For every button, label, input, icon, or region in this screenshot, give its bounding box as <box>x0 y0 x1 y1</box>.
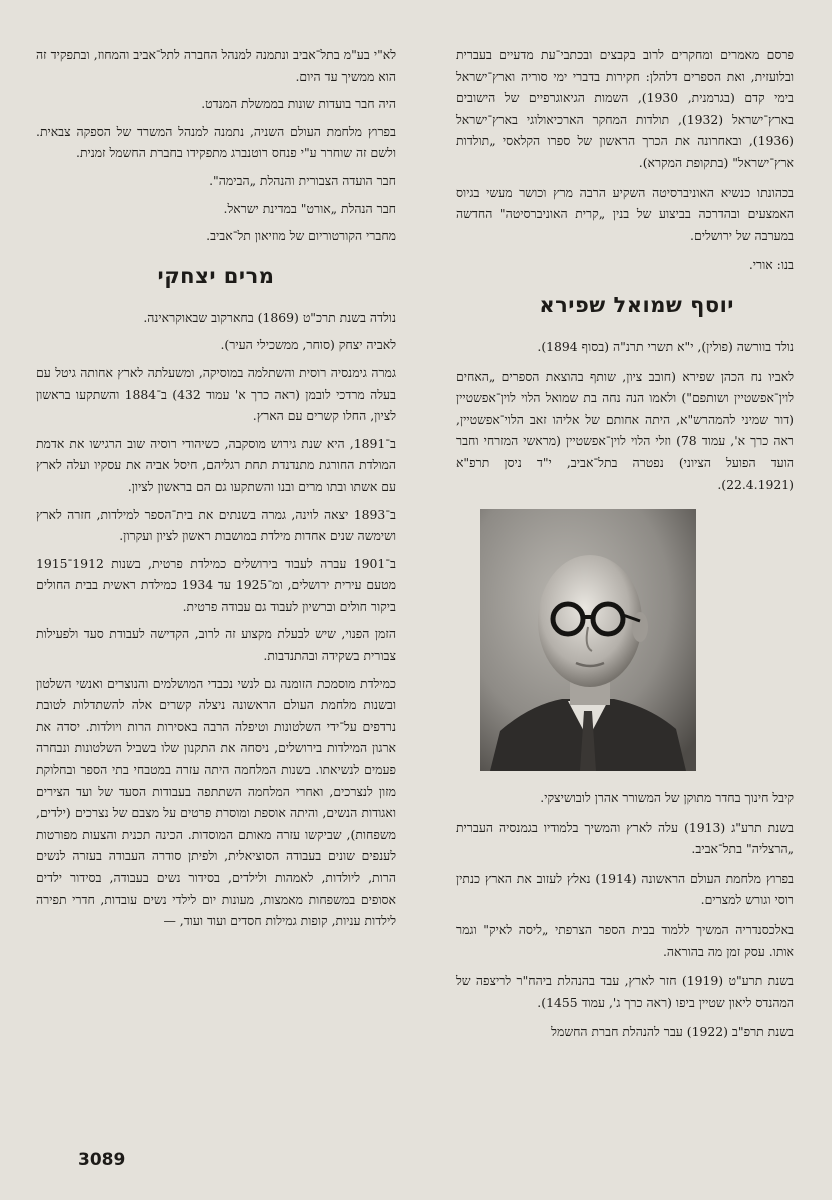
paragraph: חבר הנהלת „אורט" במדינת ישראל. <box>223 200 396 216</box>
paragraph: בנו: אורי. <box>748 257 794 273</box>
paragraph: גמרה גימנסיה רוסית והשתלמה במוסיקה, ומשעלתה לארץ אחותה גיטל עם בעלה מרדכי לובמן (ראה כרך א' עמוד 432) ב־1884 והשתקעו בראשון לציון, החלו קשרים עם הארץ. <box>36 364 396 424</box>
page-number: 3089 <box>78 1150 126 1170</box>
paragraph: לאביה יצחק (סוחר, ממשכילי העיר). <box>220 337 396 353</box>
paragraph: כמילדת מוסמכת הזומנה גם לנשי נכבדי המושלמים והנוצרים ואנשי השלטון ובשנות מלחמת העולם הראשונה ניצלה קשרים אלה להשתדלות לטובת נרדפים על־ידי השלטונות וטיפלה הרבה באסירות הרות ויולדות. יסדה את ארגון המילדות בירושלים, ניסחה את התקנון שלו בשביל השלטונות ונבחרה פעמים לנשיאתו. בשנות המלחמה היתה עזרה במטבחי בתי הספר ובחלוקת מזון לנצרכים, ואחרי המלחמה השתתפה בעבודות הסעד של ועד הצירים ואגודות הנשים, והיתה אוספת ומוסרת פרטים על מצבם של נצרכים (ילדים, משפחות), שביקשו עזרה מאותם המוסדות. הכינה תכנית והצעות מפורטות לענפים שונים בעבודה הסוציאלית, ולפיתן סודרה העבודה בעזרה לנשים הרות, ליולדות, לאמהות ולילדים, בסידור נשים בעבודה, בסידור ילדים אסופים במשפחות מאמצות, מעונות יום לילדי נשים עובדות, חדרי תפירה לילדות עניות, קופות גמילות חסדים ועוד ועוד, — <box>36 675 396 929</box>
paragraph: ב־1893 יצאה לוינה, גמרה בשנתים את בית־הספר למילדות, חזרה לארץ ושימשה שנים אחדות מילדת במושבות ראשון לציון ועקרון. <box>36 506 396 544</box>
section-heading-miriam-yitzhaki: מרים יצחקי <box>157 263 275 288</box>
paragraph: באלכסנדריה המשיך ללמוד בבית הספר הצרפתי „ליסה לאיק" וגמר אותו. עסק זמן מה בהוראה. <box>456 922 794 959</box>
paragraph: פרסם מאמרים ומחקרים לרוב בקבצים ובכתבי־עת מדעיים בעברית ובלועזית, ואת הספרים דלהלן: חקירות בדברי ימי סוריה וארץ־ישראל בימי קדם (בגרמנית, 1930), השמות הגיאוגרפיים של הישובים בארץ־ישראל (1932), תולדות המחקר הארכיאולוגי בארץ־ישראל (1936), ובאחרונה את הכרך הראשון של ספרו הקלאסי „תולדות ארץ־ישראל" (בתקופת המקרא). <box>456 47 794 170</box>
paragraph: חבר הועדה הצבורית והנהלת „הבימה". <box>209 172 396 188</box>
paragraph: בשנת תרפ"ב (1922) עבר להנהלת חברת החשמל <box>551 1024 794 1040</box>
paragraph: הזמן הפנוי, שיש לבעלת מקצוע זה לרוב, הקדישה לעבודת סעד ולפעילות צבורית בשקידה ובהתנדבות. <box>36 626 396 664</box>
paragraph: ב־1901 עברה לעבוד בירושלים כמילדת פרטית, בשנות 1912־1915 מטעם עירית ירושלים, ומ־1925 עד 1934 כמילדת ראשית בבית החולים ביקור חולים וברשיון לעבוד גם עבודה פרטית. <box>36 555 396 614</box>
section-heading-yosef-shmuel-shapira: יוסף שמואל שפירא <box>539 292 734 317</box>
portrait-photo <box>480 509 696 771</box>
paragraph: מחברי הקורטוריום של מוזיאון תל־אביב. <box>206 228 396 244</box>
paragraph: בפרוץ מלחמת העולם הראשונה (1914) נאלץ לעזוב את הארץ כנתין רוסי וגורש למצרים. <box>456 870 794 908</box>
paragraph: נולדה בשנת תרכ"ט (1869) בחארקוב שבאוקראינה. <box>143 309 396 325</box>
paragraph: היה חבר בועדות שונות בממשלת המנדט. <box>201 96 396 112</box>
paragraph: בשנת תרע"ט (1919) חזר לארץ, עבד בהנהלת ביהח"ר לריצפה של המהנדס ליאון שטיין ביפו (ראה כרך ג', עמוד 1455). <box>456 973 794 1010</box>
left-column <box>36 44 396 938</box>
paragraph: לא"י בע"מ בתל־אביב ונתמנה למנהל החברה לתל־אביב והמחוז, ובתפקיד זה הוא ממשיך עד היום. <box>36 47 396 84</box>
right-column <box>456 44 794 1051</box>
paragraph: נולד בוורשה (פולין), י"א תשרי תרנ"ה (בסוף 1894). <box>537 338 794 354</box>
paragraph: לאביו נח הכהן שפירא (חובב ציון, שותף בהוצאת הספרים „האחים לוין־אפשטיין ושותפם") ולאמו הנה נחה בת שמואל הלוי לוין־אפשטיין (דור שמיני להמהרש"א, היתה אחותם של אליהו זאב הלוי־אפשטיין, ראה כרך א', עמוד 78) וזלי הלוי לוין־אפשטיין (מראשי המזרחי וחבר הועד הפועל הציוני) נפטרה בתל־אביב, י"ד ניסן תרפ"א (22.4.1921). <box>456 368 795 492</box>
paragraph: בפרוץ מלחמת העולם השניה, נתמנה למנהל המשרד של הספקה צבאית. ולשם זה שוחרר ע"י פנחס רוטנברג מתפקידו בחברת החשמל זמנית. <box>36 123 396 161</box>
paragraph: בכהונתו כנשיא האוניברסיטה השקיע הרבה מרץ וכושר מעשי בגיוס האמצעים ובהדרכה בביצוע של בנין „קרית האוניברסיטה" החדשה במערבה של ירושלים. <box>456 184 794 243</box>
paragraph: ב־1891, היא שנת גירוש מוסקבה, כשיהודי רוסיה שוב הרגישו את אדמת המולדת החורגת מתנדנדת תחת רגליהם, חיסל אביה את עסקיו ועלה לארץ עם אשתו ובתו מרים ובנו והשתקעו גם הם בראשון לציון. <box>36 435 396 494</box>
paragraph: בשנת תרע"ג (1913) עלה לארץ והמשיך בלמודיו בגמנסיה העברית „הרצליה" בתל־אביב. <box>456 819 794 857</box>
paragraph: קיבל חינוך בחדר מתוקן של המשורר אהרן לובושיצקי. <box>540 790 794 806</box>
